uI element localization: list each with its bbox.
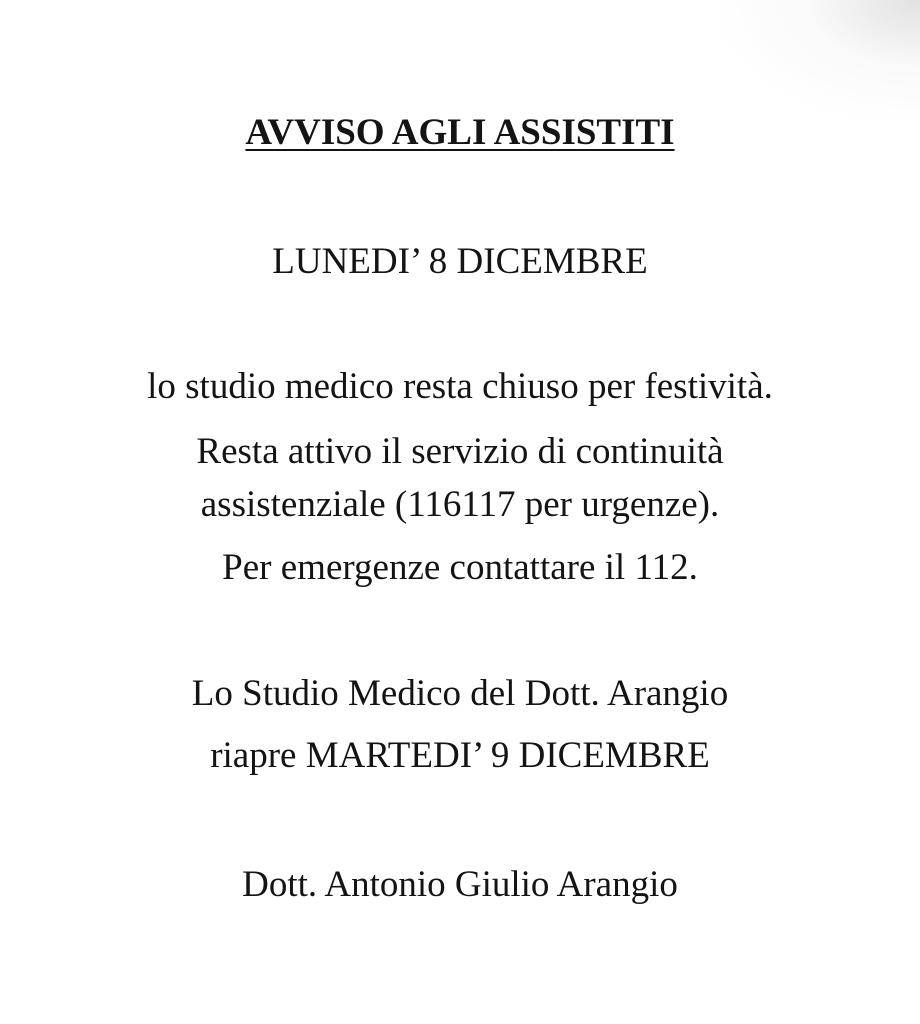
reopen-info-line-1: Lo Studio Medico del Dott. Arangio — [191, 673, 729, 714]
service-info-line-1: Resta attivo il servizio di continuità — [196, 431, 724, 472]
reopen-info-line-2: riapre MARTEDI’ 9 DICEMBRE — [210, 735, 710, 776]
notice-title: AVVISO AGLI ASSISTITI — [245, 112, 675, 153]
closure-statement: lo studio medico resta chiuso per festività. — [147, 366, 773, 407]
service-info-line-2: assistenziale (116117 per urgenze). — [200, 484, 720, 525]
emergency-info: Per emergenze contattare il 112. — [222, 547, 698, 588]
page-corner-shadow — [720, 0, 920, 120]
closure-date: LUNEDI’ 8 DICEMBRE — [272, 241, 648, 282]
doctor-signature: Dott. Antonio Giulio Arangio — [242, 864, 678, 905]
